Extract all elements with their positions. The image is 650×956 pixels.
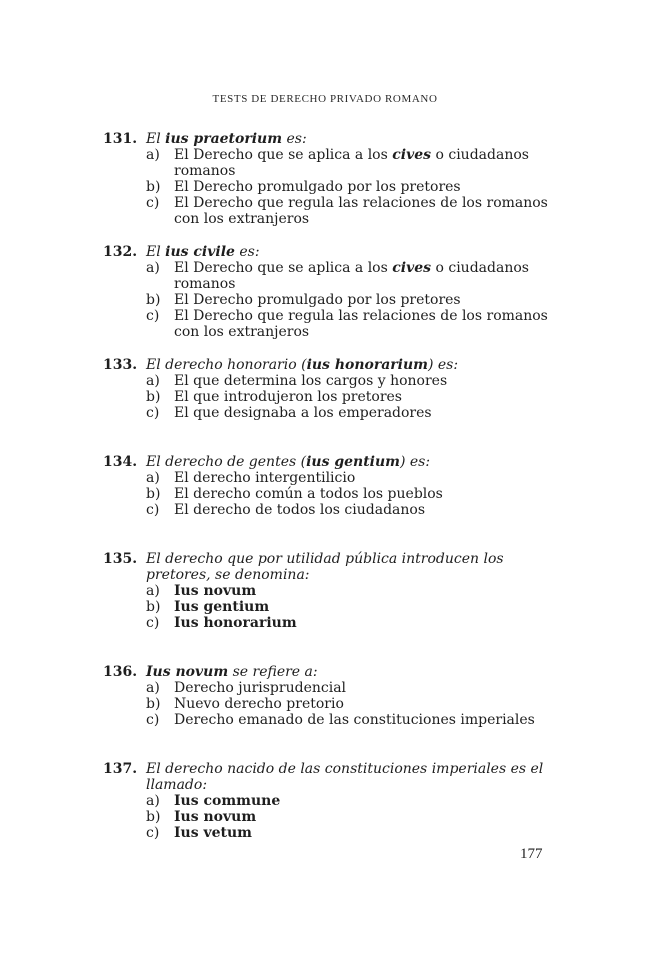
answer-option <box>103 793 563 809</box>
option-text <box>174 292 461 308</box>
emphasis-term: cives <box>392 260 432 276</box>
answer-option <box>103 809 563 825</box>
text-run: es: <box>234 244 260 260</box>
answer-option <box>103 260 563 292</box>
answer-option <box>103 308 563 340</box>
text-run: ) es: <box>399 454 431 470</box>
text-run: El derecho nacido de las constituciones imperiales es el llamado: <box>146 761 544 793</box>
option-letter: a) <box>146 583 160 599</box>
emphasis-term: ius civile <box>165 244 235 260</box>
option-text <box>174 389 402 405</box>
answer-option <box>103 389 563 405</box>
option-text <box>174 583 256 599</box>
page-number: 177 <box>520 846 543 862</box>
option-text <box>174 615 297 631</box>
answer-option <box>103 680 563 696</box>
option-letter: c) <box>146 825 160 841</box>
option-letter: c) <box>146 405 160 421</box>
question-text <box>146 244 260 260</box>
option-letter: c) <box>146 502 160 518</box>
option-letter: c) <box>146 308 160 324</box>
option-letter: a) <box>146 470 160 486</box>
option-text <box>174 809 256 825</box>
question-text <box>146 664 318 680</box>
question-131 <box>103 131 563 227</box>
answer-option <box>103 405 563 421</box>
answer-option <box>103 486 563 502</box>
option-letter: a) <box>146 147 160 163</box>
option-text <box>174 179 461 195</box>
answer-option <box>103 502 563 518</box>
text-run: es: <box>282 131 307 147</box>
text-run: Ius novum <box>174 583 257 599</box>
answer-option <box>103 470 563 486</box>
emphasis-term: ius praetorium <box>165 131 283 147</box>
option-text <box>174 825 252 841</box>
text-run: Derecho emanado de las constituciones imperiales <box>174 712 535 728</box>
option-letter: b) <box>146 292 161 308</box>
text-run: El Derecho que se aplica a los <box>174 260 393 276</box>
text-run: Ius honorarium <box>174 615 297 631</box>
text-run: Ius gentium <box>174 599 270 615</box>
question-text <box>146 357 458 373</box>
option-letter: c) <box>146 615 160 631</box>
answer-option <box>103 583 563 599</box>
text-run: El derecho de gentes ( <box>146 454 307 470</box>
option-text <box>174 793 280 809</box>
question-prompt <box>103 131 563 147</box>
option-letter: a) <box>146 260 160 276</box>
answer-option <box>103 373 563 389</box>
emphasis-term: Ius novum <box>146 664 229 680</box>
question-text <box>146 761 543 793</box>
answer-options <box>103 680 563 728</box>
text-run: Derecho jurisprudencial <box>174 680 347 696</box>
text-run: Ius vetum <box>174 825 252 841</box>
question-number: 131. <box>103 131 138 147</box>
question-137 <box>103 761 563 841</box>
running-head: TESTS DE DERECHO PRIVADO ROMANO <box>212 93 438 105</box>
text-run: se refiere a: <box>228 664 318 680</box>
option-letter: b) <box>146 179 161 195</box>
question-text <box>146 454 430 470</box>
option-text <box>174 260 529 292</box>
question-136 <box>103 664 563 728</box>
text-run: El derecho que por utilidad pública introducen los pretores, se denomina: <box>146 551 504 583</box>
question-number: 135. <box>103 551 138 567</box>
text-run: El que designaba a los emperadores <box>174 405 432 421</box>
text-run: El derecho intergentilicio <box>174 470 356 486</box>
question-132 <box>103 244 563 340</box>
option-text <box>174 486 443 502</box>
option-letter: b) <box>146 599 161 615</box>
text-run: El derecho de todos los ciudadanos <box>174 502 426 518</box>
option-text <box>174 195 548 227</box>
question-133 <box>103 357 563 421</box>
option-text <box>174 712 535 728</box>
text-run: o ciudadanos romanos <box>174 147 529 179</box>
option-letter: a) <box>146 793 160 809</box>
option-text <box>174 405 432 421</box>
option-letter: a) <box>146 373 160 389</box>
answer-options <box>103 583 563 631</box>
question-134 <box>103 454 563 518</box>
text-run: ) es: <box>427 357 459 373</box>
text-run: El derecho común a todos los pueblos <box>174 486 443 502</box>
emphasis-term: ius gentium <box>306 454 400 470</box>
answer-option <box>103 179 563 195</box>
text-run: El <box>146 131 166 147</box>
emphasis-term: cives <box>392 147 432 163</box>
answer-options <box>103 147 563 227</box>
option-text <box>174 599 269 615</box>
option-text <box>174 470 355 486</box>
option-text <box>174 308 548 340</box>
text-run: El Derecho que regula las relaciones de los romanos con los extranjeros <box>174 195 548 227</box>
text-run: El Derecho que se aplica a los <box>174 147 393 163</box>
question-prompt <box>103 664 563 680</box>
answer-option <box>103 147 563 179</box>
option-letter: b) <box>146 389 161 405</box>
question-text <box>146 551 504 583</box>
question-prompt <box>103 761 563 793</box>
question-number: 132. <box>103 244 138 260</box>
answer-option <box>103 599 563 615</box>
option-letter: b) <box>146 809 161 825</box>
text-run: El Derecho promulgado por los pretores <box>174 292 461 308</box>
option-text <box>174 680 346 696</box>
answer-options <box>103 470 563 518</box>
answer-options <box>103 373 563 421</box>
option-letter: c) <box>146 195 160 211</box>
text-run: El Derecho promulgado por los pretores <box>174 179 461 195</box>
answer-option <box>103 615 563 631</box>
option-text <box>174 373 447 389</box>
option-letter: c) <box>146 712 160 728</box>
option-text <box>174 502 425 518</box>
answer-option <box>103 292 563 308</box>
option-letter: a) <box>146 680 160 696</box>
text-run: El derecho honorario ( <box>146 357 307 373</box>
question-prompt <box>103 551 563 583</box>
question-prompt <box>103 357 563 373</box>
option-text <box>174 147 529 179</box>
text-run: El que introdujeron los pretores <box>174 389 402 405</box>
question-number: 136. <box>103 664 138 680</box>
text-run: o ciudadanos romanos <box>174 260 529 292</box>
question-number: 137. <box>103 761 138 777</box>
answer-option <box>103 712 563 728</box>
text-run: El <box>146 244 166 260</box>
text-run: El que determina los cargos y honores <box>174 373 448 389</box>
text-run: Ius commune <box>174 793 281 809</box>
answer-option <box>103 825 563 841</box>
question-prompt <box>103 454 563 470</box>
option-letter: b) <box>146 486 161 502</box>
answer-options <box>103 793 563 841</box>
question-number: 134. <box>103 454 138 470</box>
answer-options <box>103 260 563 340</box>
answer-option <box>103 195 563 227</box>
answer-option <box>103 696 563 712</box>
text-run: El Derecho que regula las relaciones de los romanos con los extranjeros <box>174 308 548 340</box>
emphasis-term: ius honorarium <box>306 357 428 373</box>
question-text <box>146 131 307 147</box>
text-run: Nuevo derecho pretorio <box>174 696 344 712</box>
question-prompt <box>103 244 563 260</box>
option-text <box>174 696 344 712</box>
question-135 <box>103 551 563 631</box>
option-letter: b) <box>146 696 161 712</box>
text-run: Ius novum <box>174 809 257 825</box>
question-number: 133. <box>103 357 138 373</box>
